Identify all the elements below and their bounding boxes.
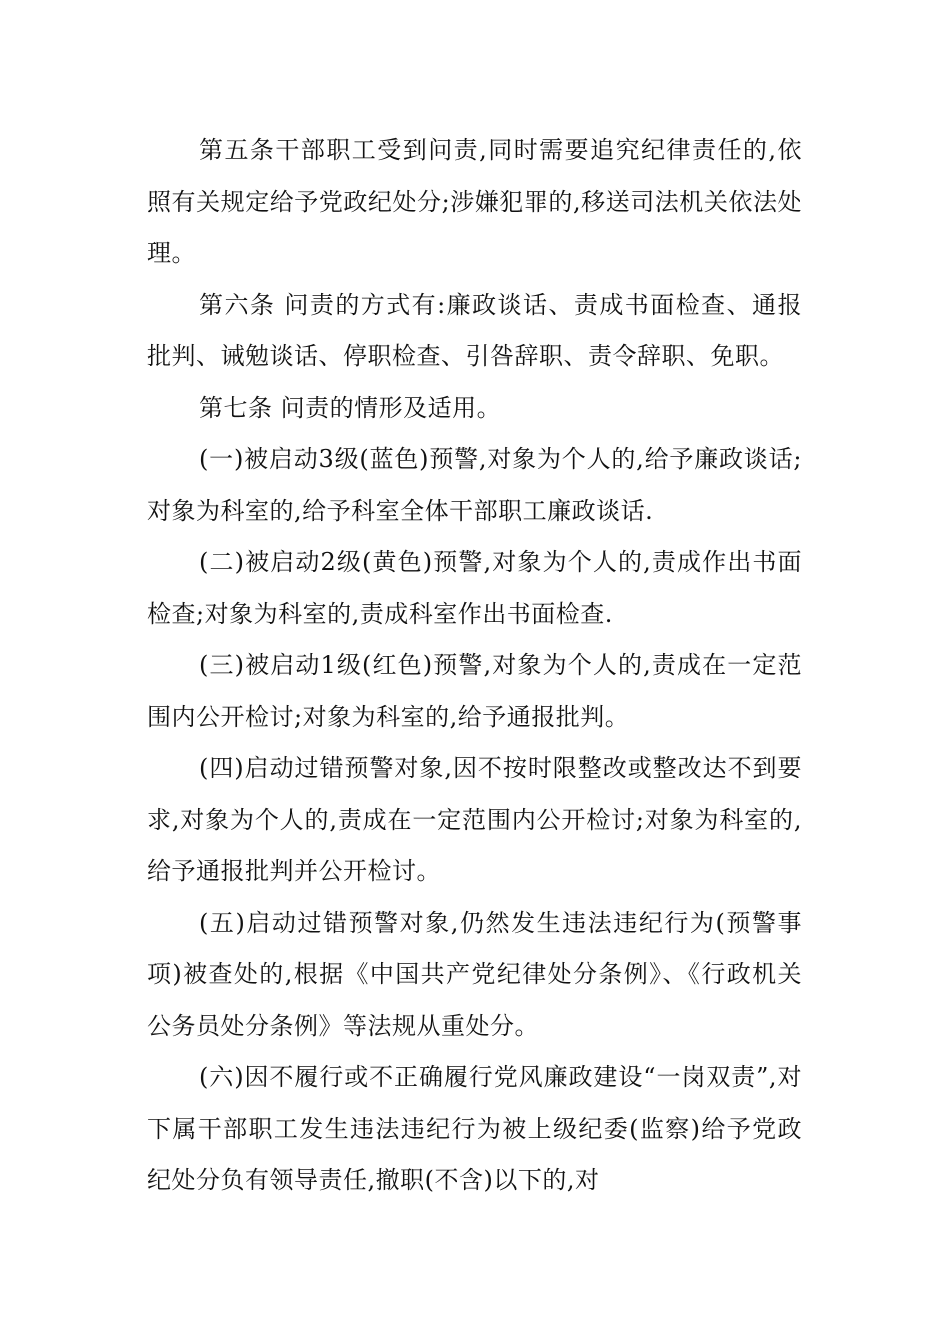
- clause-3-paragraph: (三)被启动1级(红色)预警,对象为个人的,责成在一定范围内公开检讨;对象为科室的,给予通报批判。: [147, 651, 802, 731]
- clause-4-paragraph: (四)启动过错预警对象,因不按时限整改或整改达不到要求,对象为个人的,责成在一定范围内公开检讨;对象为科室的,给予通报批判并公开检讨。: [147, 754, 802, 885]
- clause-1-paragraph: (一)被启动3级(蓝色)预警,对象为个人的,给予廉政谈话;对象为科室的,给予科室全体干部职工廉政谈话.: [147, 445, 802, 525]
- article-5-paragraph: 第五条干部职工受到问责,同时需要追究纪律责任的,依照有关规定给予党政纪处分;涉嫌犯罪的,移送司法机关依法处理。: [147, 136, 802, 267]
- clause-5-paragraph: (五)启动过错预警对象,仍然发生违法违纪行为(预警事项)被查处的,根据《中国共产党纪律处分条例》、《行政机关公务员处分条例》等法规从重处分。: [147, 908, 802, 1040]
- document-body: [147, 125, 802, 1207]
- article-7-heading: 第七条 问责的情形及适用。: [199, 393, 502, 422]
- clause-2-paragraph: (二)被启动2级(黄色)预警,对象为个人的,责成作出书面检查;对象为科室的,责成科室作出书面检查.: [147, 548, 802, 628]
- article-6-paragraph: 第六条 问责的方式有:廉政谈话、责成书面检查、通报批判、诫勉谈话、停职检查、引咎辞职、责令辞职、免职。: [147, 290, 802, 370]
- clause-6-paragraph: (六)因不履行或不正确履行党风廉政建设“一岗双责”,对下属干部职工发生违法违纪行为被上级纪委(监察)给予党政纪处分负有领导责任,撤职(不含)以下的,对: [147, 1063, 802, 1194]
